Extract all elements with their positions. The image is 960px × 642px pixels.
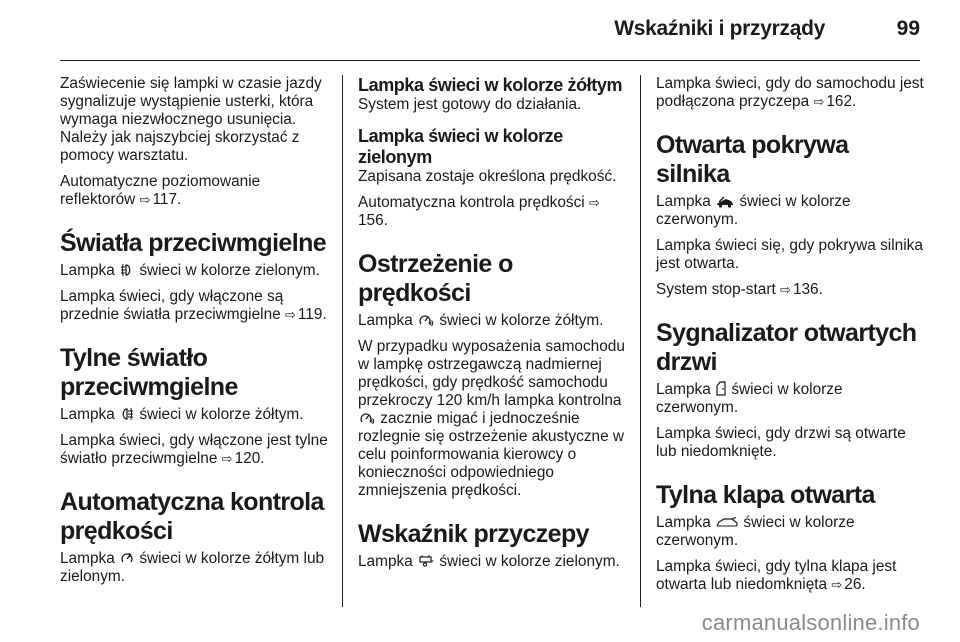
front-fog-light-icon [120, 263, 134, 277]
page-number: 99 [896, 17, 920, 40]
section-heading: Automatyczna kontrola prędkości [60, 488, 324, 545]
page-ref-icon: ⇨ [813, 94, 825, 109]
subsection-heading: Lampka świeci w kolorze zielonym [358, 126, 563, 167]
section-heading: Otwarta pokrywa silnika [656, 131, 849, 188]
page-ref-icon: ⇨ [139, 192, 151, 207]
page-ref-icon: ⇨ [780, 282, 791, 297]
paragraph: Automatyczne poziomowanie reflektorów ⇨ 117. [60, 173, 261, 208]
section-heading: Tylne światło przeciwmgielne [60, 344, 238, 401]
rear-fog-light-icon [120, 407, 134, 421]
paragraph: Lampka świeci, gdy tylna klapa jest otwarta lub niedomknięta ⇨ 26. [656, 558, 897, 593]
column-divider-2 [640, 75, 641, 607]
speed-warning-icon [359, 411, 375, 425]
paragraph: System stop-start ⇨ 136. [656, 281, 823, 298]
paragraph: System jest gotowy do działania. [358, 96, 582, 113]
paragraph: Lampka świeci się, gdy pokrywa silnika jest otwarta. [656, 237, 923, 272]
column-2 [358, 75, 626, 579]
paragraph: W przypadku wyposażenia samochodu w lampkę ostrzegawczą nadmiernej prędkości, gdy prędkość samochodu przekroczy 120 km/h lampka kontrolna zacznie migać i jednocześnie rozlegnie się ostrzeżenie akustyczne w celu poinformowania kierowcy o konieczności odpowiedniego zmniejszenia prędkości. [358, 338, 625, 499]
section-heading: Tylna klapa otwarta [656, 481, 875, 509]
paragraph: Automatyczna kontrola prędkości ⇨156. [358, 194, 600, 229]
page-ref-icon: ⇨ [831, 577, 843, 592]
page-header [0, 0, 960, 60]
column-1 [60, 75, 328, 594]
page-ref[interactable]: 117. [152, 191, 182, 208]
door-open-icon [716, 381, 726, 396]
paragraph: Lampka świeci, gdy drzwi są otwarte lub niedomknięte. [656, 425, 906, 460]
paragraph: Lampka świeci w kolorze żółtym lub zielonym. [60, 550, 325, 585]
cruise-control-icon [120, 551, 134, 565]
section-heading: Światła przeciwmgielne [60, 229, 327, 257]
page-ref[interactable]: 136. [792, 281, 823, 298]
page-ref[interactable]: 119. [297, 306, 327, 323]
page-title: Wskaźniki i przyrządy [614, 17, 825, 40]
page-ref[interactable]: 120. [234, 450, 265, 467]
paragraph: Lampka świeci w kolorze żółtym. [358, 312, 604, 329]
page-ref[interactable]: 162. [826, 93, 857, 110]
tailgate-open-icon [716, 517, 738, 529]
page-ref-icon: ⇨ [221, 451, 233, 466]
paragraph: Lampka świeci w kolorze żółtym. [60, 406, 304, 423]
page-ref-icon: ⇨ [284, 307, 296, 322]
column-divider-1 [342, 75, 343, 607]
section-heading: Wskaźnik przyczepy [358, 520, 589, 548]
watermark: carmanualsonline.info [701, 610, 920, 635]
paragraph: Lampka świeci w kolorze czerwonym. [656, 514, 855, 549]
paragraph: Lampka świeci w kolorze czerwonym. [656, 193, 851, 228]
section-heading: Sygnalizator otwartych drzwi [656, 319, 917, 376]
paragraph: Zapisana zostaje określona prędkość. [358, 168, 617, 185]
column-3 [656, 75, 926, 602]
paragraph: Lampka świeci, gdy włączone są przednie światła przeciwmgielne ⇨ 119. [60, 288, 327, 323]
paragraph: Lampka świeci w kolorze czerwonym. [656, 381, 843, 416]
page-ref-icon: ⇨ [588, 195, 600, 210]
paragraph: Lampka świeci, gdy włączone jest tylne światło przeciwmgielne ⇨ 120. [60, 432, 328, 467]
paragraph: Lampka świeci w kolorze zielonym. [60, 262, 320, 279]
page-ref[interactable]: 156. [358, 212, 388, 229]
paragraph: Lampka świeci, gdy do samochodu jest podłączona przyczepa ⇨ 162. [656, 75, 924, 110]
trailer-icon [418, 554, 434, 568]
subsection-heading: Lampka świeci w kolorze żółtym [358, 75, 623, 95]
speed-warning-icon [418, 313, 434, 327]
paragraph: Zaświecenie się lampki w czasie jazdy sygnalizuje wystąpienie usterki, która wymaga niezwłocznego usunięcia. Należy jak najszybciej skorzystać z pomocy warsztatu. [60, 75, 322, 164]
page-ref[interactable]: 26. [844, 576, 866, 593]
section-heading: Ostrzeżenie o prędkości [358, 250, 513, 307]
header-divider [60, 60, 920, 61]
paragraph: Lampka świeci w kolorze zielonym. [358, 553, 620, 570]
hood-open-icon [716, 196, 734, 208]
